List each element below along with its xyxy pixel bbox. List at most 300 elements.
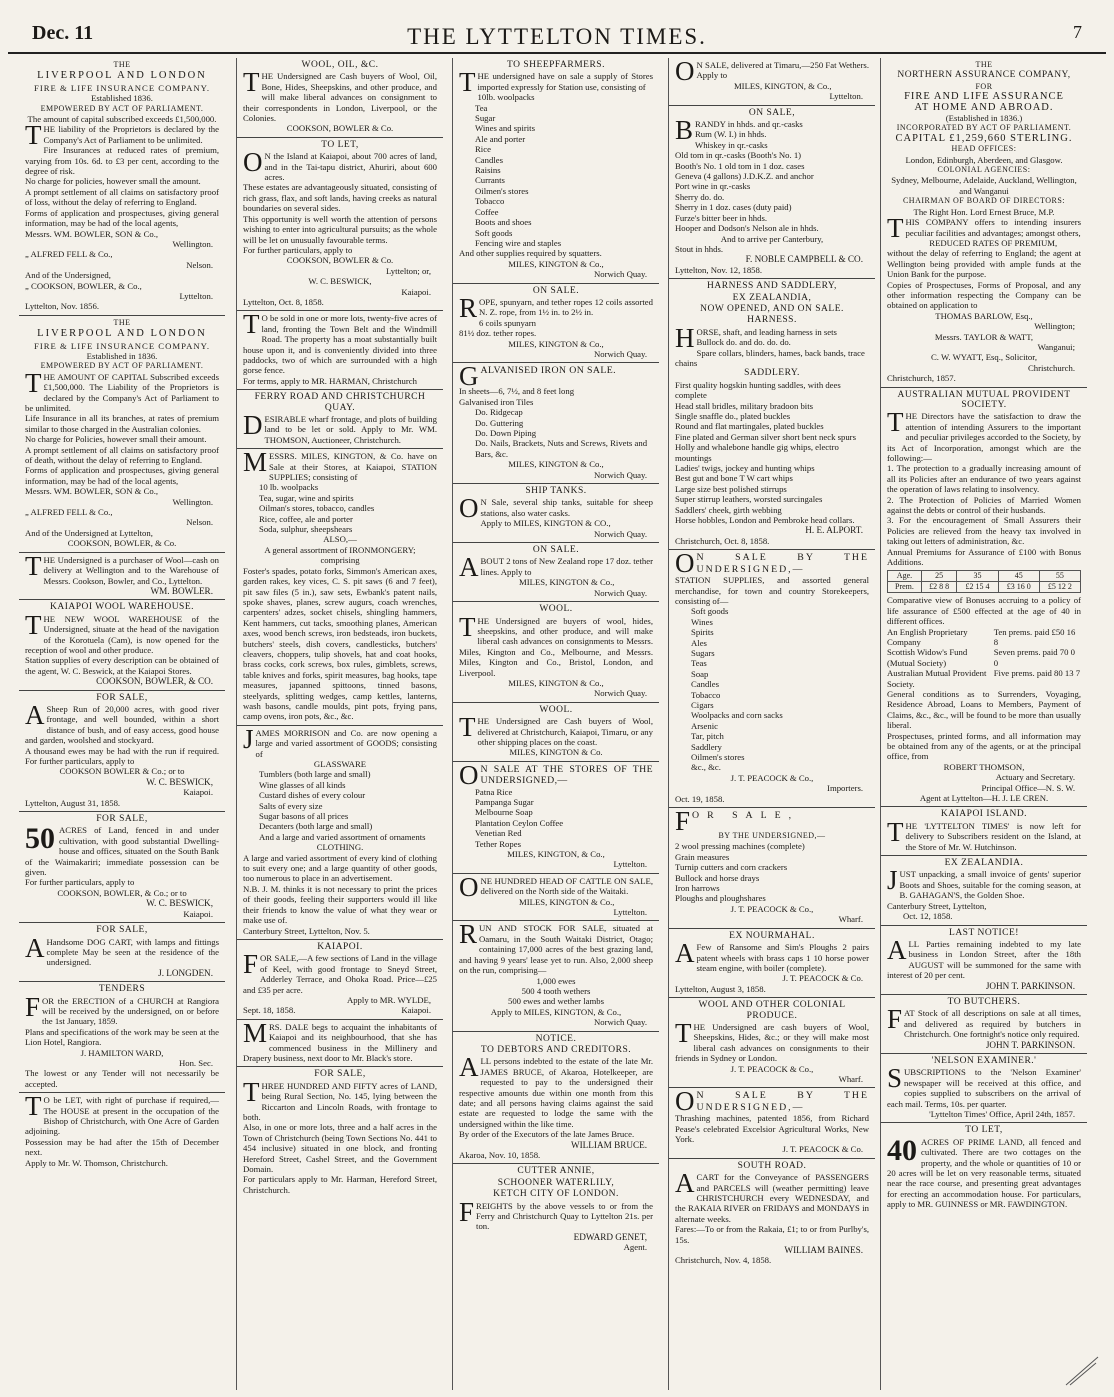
list-item: Tea, sugar, wine and spirits [259,492,354,503]
list-item: Horse hobbles, London and Pembroke head collars. [675,515,855,526]
ad-text: RANDY in hhds. and qr.-casks [695,119,803,130]
drop-initial: R [459,919,478,950]
list-item: 10lb. woolpacks [477,92,535,103]
ad-text: Annual Premiums for Assurance of £100 with Bonus Additions. [887,546,1081,568]
list-item: Plantation Ceylon Coffee [475,817,564,828]
list-item: Boots and shoes [475,217,532,228]
ad-text: ACRES of Land, fenced in and under cultivation, with good substantial Dwelling-house and offices, situated on the South Bank of the Waimakariri; immediate possession can be given. [25,825,219,878]
ad-text: OR the ERECTION of a CHURCH at Rangiora will be received by the undersigned, on or before the 1st January, 1859. [42,995,219,1027]
ad-place: Kaiapoi. [183,908,213,919]
ad-role: Hon. Sec. [178,1057,213,1068]
ad-signature: EDWARD GENET, [573,1231,647,1242]
ad-twenty-five-acres [237,311,443,390]
list-item: Oilmen's stores [475,185,529,196]
list-item: Wines [691,616,713,627]
list-item: And a large and varied assortment of ornaments [259,831,426,842]
ad-text: Canterbury Street, Lyttelton, [887,900,987,911]
drop-initial: F [675,806,691,837]
list-item: Sugar basons of all prices [259,811,349,822]
ad-signature: JOHN T. PARKINSON. [985,980,1075,991]
ad-text: LL Parties remaining indebted to my late business in London Street, after the 18th AUGUST will be summoned for the same with interest of 20 per cent. [887,938,1081,981]
list-item: Best gut and bone T W cart whips [675,473,793,484]
ad-notice-debtors [453,1032,659,1165]
ad-signature: WM. BOWLER. [150,585,213,596]
ad-para [243,309,437,376]
list-item: Woolpacks and corn sacks [691,710,783,721]
ad-text: Agent at Lyttelton—H. J. LE CREN. [919,793,1049,804]
ad-kaiapoi-land [237,940,443,1020]
ad-to-sheepfarmers [453,58,659,284]
ad-wool-buyers [453,602,659,703]
ad-place: Norwich Quay. [594,528,647,539]
list-item: Furze's bitter beer in hhds. [675,212,768,223]
page-number: 7 [1073,22,1082,42]
ad-signature: H. E. ALPORT. [805,525,863,536]
list-item: Rice [475,144,491,155]
table-cell: 35 [957,570,998,581]
ad-text: ALVANISED IRON ON SALE. [480,365,616,377]
ad-text: In sheets—6, 7½, and 8 feet long [459,386,575,397]
ad-title: NOTICE. [535,1033,577,1044]
list-item: Head stall bridles, military bradoon bits [675,400,814,411]
list-item: 500 4 tooth wethers [521,985,591,996]
ad-text: HE AMOUNT OF CAPITAL Subscribed exceeds £1,500,000. The Liability of the Proprietors is declared by the Company's Act of Parliament to be unlimited. [25,371,219,413]
drop-initial: A [887,934,907,965]
drop-initial: T [25,1091,42,1122]
list-item: Do. Guttering [475,417,524,428]
ad-ship-tanks [453,484,659,543]
ad-text: N SALE AT THE STORES OF THE UNDERSIGNED,— [480,763,653,787]
ad-text: HIS COMPANY offers to intending insurers peculiar facilities and advantages; amongst others, [905,217,1081,238]
list-item: Sherry do. do. [675,191,725,202]
ad-text: Fire Insurances at reduced rates of premium, varying from 10s. 6d. to £3 per cent, according to the degree of risk. [25,145,219,177]
list-item: Tobacco [475,196,505,207]
list-item: &c., &c. [691,762,721,773]
ad-kicker: THE [113,317,131,327]
ad-place: Kaiapoi. [401,1005,431,1016]
ad-text: N SALE BY THE UNDERSIGNED,— [696,1090,869,1113]
ad-text: 2. The Protection of Policies of Married Women against the debts or control of their husbands. [887,494,1081,516]
ad-text: LL persons indebted to the estate of the late Mr. JAMES BRUCE, of Akaroa, Hotelkeeper, are requested to pay to the undersigned their respective amounts due within one month from this date; and all persons having claims against the said estate are requested to lodge the same with the undersigned within the like time. [459,1056,653,1129]
ad-date: Lyttelton, August 31, 1858. [25,797,121,808]
list-item: Tumblers (both large and small) [259,769,371,780]
list-item: Stout in hhds. [675,243,724,254]
table-cell: 45 [998,570,1039,581]
list-item: Melbourne Soap [475,807,533,818]
ad-para [459,919,653,976]
table-cell: Prem. [888,581,922,592]
ad-est: (Established in 1836.) [945,113,1023,124]
ad-kaiapoi-warehouse [19,600,225,690]
agent-name: Messrs. WM. BOWLER, SON & Co., [25,486,159,497]
ad-title: EX ZEALANDIA, [732,292,812,303]
table-cell: £2 8 8 [921,581,957,592]
drop-initial: T [459,611,476,642]
list-item: Large size best polished stirrups [675,483,787,494]
drop-initial: B [675,115,694,146]
ad-date: Oct. 19, 1858. [675,793,725,804]
ad-role: Importers. [827,783,863,794]
ad-para [675,938,869,973]
list-item: Super stirrup leathers, worsted surcingales [675,494,823,505]
list-item: Spirits [691,627,714,638]
agent-place: Christchurch. [1027,362,1075,373]
ad-text: HE undersigned have on sale a supply of Stores imported expressly for Station use, consisting of [477,71,653,92]
drop-initial: A [25,932,45,963]
ad-para [887,1004,1081,1040]
ad-place: Norwich Quay. [594,688,647,699]
list-item: 500 ewes and wether lambs [507,996,605,1007]
agent-note: And of the Undersigned at Lyttelton, [25,527,153,538]
ad-text: HREE HUNDRED AND FIFTY acres of LAND, being Rural Section, No. 145, lying between the Riccarton and Lincoln Roads, with frontage to both. [243,1080,437,1122]
drop-initial: A [459,1052,479,1083]
ad-date: Akaroa, Nov. 10, 1858. [459,1150,541,1160]
ad-text: No charge for Policies, however small their amount. [25,434,207,445]
drop-initial: F [459,1196,475,1227]
ad-title: SHIP TANKS. [525,486,587,497]
ad-para [459,1052,653,1129]
ad-text: STATION SUPPLIES, and assorted general merchandise, for town and country Storekeepers, consisting of— [675,575,869,606]
ad-text: A prompt settlement of all claims on satisfactory proof of death, without the delay of referring to England. [25,444,219,466]
office-name: Australian Mutual Provident Society. [887,668,987,689]
ad-text: Apply to MILES, KINGTON & CO., [480,518,611,529]
ad-text: HE Undersigned are cash buyers of Wool, Sheepskins, Hides, &c.; or they will make most liberal cash advances on consignments to their friends in Sydney or London. [675,1021,869,1064]
drop-initial: T [459,712,476,743]
ad-signature: MILES, KINGTON & Co., [508,338,604,349]
list-item: 2 wool pressing machines (complete) [675,841,805,852]
ad-title: TO LET, [321,139,359,150]
ad-signature: WILLIAM BRUCE. [570,1139,647,1150]
ad-subheading: ALSO,— [323,534,357,545]
ad-text: ESIRABLE wharf frontage, and plots of building land to be let or sold. Apply to Mr. WM. THOMSON, Auctioneer, Christchurch. [264,414,437,445]
list-item: Bullock and horse drays [675,872,760,883]
ad-text: Forms of application and prospectuses, giving general information, may be had of the local agents, [25,207,219,229]
ad-ferry-road [237,390,443,449]
ad-signature: COOKSON BOWLER & Co.; or to [59,766,185,777]
ad-title: KAIAPOI ISLAND. [940,809,1028,820]
list-item: Arsenic [691,720,719,731]
ad-para [675,548,869,579]
ad-three-hundred-fifty-acres [237,1067,443,1198]
ad-text: For particulars apply to Mr. Harman, Hereford Street, Christchurch. [243,1174,437,1195]
drop-initial: T [459,67,476,98]
ad-title: ON SALE. [532,285,580,296]
ad-text: ESSRS. MILES, KINGTON, & Co. have on Sale at their Stores, at Kaiapoi, STATION SUPPLIES; consisting of [269,451,437,483]
column-2 [236,58,443,1390]
column-3 [452,58,659,1390]
ad-para [25,367,219,414]
ad-signature: W. C. BESWICK, [146,898,213,909]
list-item: Sugar [475,113,496,124]
ad-signature: J. T. PEACOCK & Co., [730,1063,814,1074]
drop-initial: J [887,865,898,896]
ad-text: 1. The protection to a gradually increasing amount of all its Policies after an endurance of two years against the operation of laws relating to insolvency. [887,463,1081,495]
agent-note: And of the Undersigned, [25,270,111,281]
ad-wool-oil [237,58,443,138]
column-4 [668,58,875,1390]
ad-para [459,759,653,790]
ad-subheading: HARNESS. [747,315,797,326]
ad-para [887,407,1081,464]
list-item: Soap [691,668,709,679]
ad-title: LIVERPOOL AND LONDON [37,70,207,82]
table-row [887,647,1081,668]
ad-text: HE Undersigned are Cash buyers of Wool, Oil, Bone, Hides, Sheepskins, and other produce, and will make liberal advances on consignment to their correspondents in London, Liverpool, or the Colonies. [243,71,437,124]
ad-text: HE Undersigned is a purchaser of Wool—cash on delivery at Wellington and to the Warehouse of Messrs. Cookson, Bowler, and Co., Lyttelton. [43,554,219,586]
ad-signature: MILES, KINGTON & Co., [508,258,604,269]
big-number: 50 [25,822,55,856]
ad-place: Lyttelton. [829,91,863,102]
ad-para [243,1076,437,1123]
ad-text: ACRES OF PRIME LAND, all fenced and cultivated. There are two cottages on the property, and the whole or quantities of 10 or 20 acres will be let on very reasonable terms, situated near the race course, and presenting great advantages for erecting an accommodation house. For particulars, apply to MR. GUINNESS or MR. FAWDINGTON. [887,1136,1081,1210]
ad-text: Few of Ransome and Sim's Ploughs 2 pairs patent wheels with brass caps 1 10 horse power steam engine, with boiler (complete). [696,942,869,973]
ad-place: Norwich Quay. [594,269,647,280]
drop-initial: T [887,213,904,244]
ad-title: NORTHERN ASSURANCE COMPANY, [897,70,1071,81]
drop-initial: O [459,759,479,790]
ad-signature: MILES, KINGTON & Co., [508,459,604,470]
ad-para [243,410,437,445]
list-item: Custard dishes of every colour [259,790,366,801]
list-item: Venetian Red [475,828,522,839]
ad-title: LAST NOTICE! [949,927,1019,938]
ad-para [25,822,219,878]
ad-date: Christchurch, Oct. 8, 1858. [675,535,770,546]
ad-signature: 'Lyttelton Times' Office, April 24th, 1857. [929,1109,1075,1119]
ad-place: Norwich Quay. [594,469,647,480]
ad-text: For terms, apply to MR. HARMAN, Christchurch [243,375,417,386]
ad-last-notice [881,926,1087,995]
newspaper-title: THE LYTTELTON TIMES. [407,24,707,49]
list-item: Raisins [475,165,501,176]
agent-place: Wellington; [1034,321,1075,332]
ad-text: Sydney, Melbourne, Adelaide, Auckland, Wellington, and Wanganui [891,175,1077,196]
list-item: Tea [475,102,488,113]
ad-dog-cart [19,923,225,982]
ad-place: Lyttelton. [613,907,647,918]
ad-house-to-let [19,1093,225,1171]
ad-signature: MILES, KINGTON & Co., [508,677,604,688]
ad-para [25,699,219,746]
ad-para [25,550,219,586]
ad-para [887,1133,1081,1210]
ad-signature: W. C. BESWICK, [146,776,213,787]
list-item: Do. Down Piping [475,428,537,438]
drop-initial: F [25,991,41,1022]
ad-para [459,712,653,747]
ad-para [243,723,437,759]
ad-para [243,147,437,183]
ad-sheep-run [19,691,225,812]
agent-name: „ COOKSON, BOWLER, & Co., [25,280,142,291]
ad-title: KAIAPOI WOOL WAREHOUSE. [49,602,195,613]
ad-subtitle: TO DEBTORS AND CREDITORS. [480,1044,632,1055]
ad-title: TENDERS [98,984,146,995]
list-item: Booth's No. 1 old tom in 1 doz. cases [675,160,805,171]
ad-subheading: COLONIAL AGENCIES: [937,165,1031,175]
ad-text: CART for the Conveyance of PASSENGERS and PARCELS will (weather permitting) leave CHRISTCHURCH every WEDNESDAY, and the RAKAIA RIVER on FRIDAYS and MONDAYS in alternate weeks. [675,1172,869,1224]
list-item: Pampanga Sugar [475,797,534,807]
ad-date: Lyttelton, Nov. 1856. [25,301,99,312]
ad-wool-cash [453,703,659,762]
ad-nelson-examiner [881,1054,1087,1123]
ad-text: This opportunity is well worth the attention of persons wishing to enter into agricultural pursuits; as the whole will be let on unusually favourable terms. [243,213,437,245]
ad-title: FOR SALE, [96,925,148,936]
ad-kaiapoi-island [881,807,1087,856]
ad-empowered: EMPOWERED BY ACT OF PARLIAMENT. [40,361,204,371]
table-cell: 55 [1039,570,1080,581]
table-cell: £5 12 2 [1039,581,1080,592]
ad-title: EX ZEALANDIA. [944,858,1024,869]
pen-stroke-mark [1064,1355,1100,1387]
list-item: Salts of every size [259,800,323,811]
ad-text: AMES MORRISON and Co. are now opening a large and varied assortment of GOODS; consisting of [255,727,437,759]
agent-place: Nelson. [186,517,213,528]
ad-title: 'NELSON EXAMINER.' [931,1055,1037,1066]
ad-text: Possession may be had after the 15th of December next. [25,1136,219,1158]
ad-signature: MILES, KINGTON, & Co., [507,849,605,860]
ad-text: ORSE, shaft, and leading harness in sets [696,326,837,337]
ad-para [243,447,437,483]
ad-text: London, Edinburgh, Aberdeen, and Glasgow. [905,154,1063,165]
ad-place: Wharf. [838,914,863,925]
drop-initial: M [243,447,268,478]
table-cell: £3 16 0 [998,581,1039,592]
ad-empowered: EMPOWERED BY ACT OF PARLIAMENT. [40,103,204,113]
list-item: Decanters (both large and small) [259,821,373,832]
list-item: Tobacco [691,689,721,700]
ad-para [675,1017,869,1064]
ad-tenders [19,982,225,1093]
ad-kicker: THE [975,60,993,69]
ad-para [887,865,1081,901]
list-item: Ale and porter [475,133,526,144]
ad-signature: ROBERT THOMSON, [943,761,1025,772]
ad-title: NOW OPENED, AND ON SALE. [700,303,844,314]
ad-date: Sept. 18, 1858. [243,1005,296,1016]
ad-signature: J. HAMILTON WARD, [80,1047,164,1058]
ad-signature: COOKSON, BOWLER & Co. [286,123,394,134]
ad-signature: J. T. PEACOCK & Co. [782,973,863,984]
ad-signature: J. LONGDEN. [158,967,213,978]
ad-text: HE Directors have the satisfaction to draw the attention of intending Assurers to the important and peculiar privileges accorded to the Society, by its Act of Incorporation, amongst which are the following:— [887,411,1081,464]
ad-text: A thousand ewes may be had with the run if required. For further particulars, apply to [25,745,219,766]
ad-para [675,1086,869,1117]
ad-para [25,1091,219,1137]
ad-date-row [243,1005,437,1015]
ad-title: WOOL. [539,604,573,615]
list-item: Wine glasses of all kinds [259,779,346,790]
ad-kicker: THE [113,60,131,69]
ad-incorporated: INCORPORATED BY ACT OF PARLIAMENT. [896,123,1072,133]
ad-para [887,1063,1081,1109]
ad-text: General conditions as to Surrenders, Voyaging, Residence Abroad, Loans to Members, Payment of Claims, &c., &c., will be found to be more than usually liberal. [887,688,1081,731]
ad-date: Lyttelton, Nov. 12, 1858. [675,264,763,275]
ad-text: Plans and specifications of the work may be seen at the Lion Hotel, Rangiora. [25,1026,219,1048]
ad-place: Wharf. [838,1073,863,1084]
ad-title: CUTTER ANNIE, [517,1166,595,1177]
ad-text: N SALE BY THE UNDERSIGNED,— [696,552,869,575]
ad-title: EX NOURMAHAL. [729,930,815,941]
list-item: Soda, sulphur, sheepshears [259,524,353,535]
ad-text: HE Undersigned are buyers of wool, hides, sheepskins, and other produce, and will make liberal cash advances on consignments to Messrs. Miles, Kington and Co., Melbourne, and Messrs. Miles, Kington and Co., Bristol, London, and Liverpool. [459,615,653,678]
ad-para [25,991,219,1027]
ad-signature: COOKSON, BOWLER, & CO. [96,676,213,687]
ad-subtitle: FIRE & LIFE INSURANCE COMPANY. [33,340,211,351]
ad-run-and-stock [453,921,659,1031]
ad-capital: The amount of capital subscribed exceeds £1,500,000. [27,114,217,125]
table-row [888,570,1081,581]
drop-initial: T [243,1076,260,1107]
ad-spirits [669,106,875,280]
list-item: 1,000 ewes [536,975,576,986]
ad-kicker: FOR [975,81,993,91]
office-value: Five prems. paid 80 13 7 [993,668,1081,679]
ad-para [25,120,219,151]
ad-signature: F. NOBLE CAMPBELL & CO. [745,254,863,265]
ad-title: FOR SALE, [96,814,148,825]
ad-south-road-cart [669,1159,875,1269]
ad-signature: WILLIAM BAINES. [784,1245,863,1256]
ad-text: Copies of Prospectuses, Forms of Proposal, and any other information respecting the Company can be obtained on application to [887,279,1081,311]
ad-text: UBSCRIPTIONS to the 'Nelson Examiner' newspaper will be received at this office, and copies supplied to subscribers on the arrival of each mail. Terms, 10s. per quarter. [887,1067,1081,1109]
ad-title: WOOL, OIL, &C. [301,60,379,70]
office-name: An English Proprietary Company [887,626,968,647]
ad-text: Life Insurance in all its branches, at rates of premium similar to those charged in the Australian colonies. [25,413,219,434]
ad-text: AT Stock of all descriptions on sale at all times, and delivered as required by butchers in Christchurch. One fortnight's notice only required. [904,1008,1081,1040]
agent-name: Messrs. TAYLOR & WATT, [934,331,1034,342]
ad-text: HE NEW WOOL WAREHOUSE of the Undersigned, situate at the head of the navigation of the Korotuela (Cam), is now opened for the reception of wool and other produce. [25,613,219,655]
ad-text: Apply to Mr. W. Thomson, Christchurch. [25,1157,168,1168]
list-item: Fencing wire and staples [475,237,562,248]
list-item: 6 coils spunyarn [479,317,536,328]
list-item: 81½ doz. tether ropes. [459,328,537,339]
ad-to-let-island [237,138,443,312]
ad-title: LIVERPOOL AND LONDON [37,328,207,340]
table-row [887,627,1081,648]
table-cell: Age. [888,570,922,581]
ad-subtitle: FIRE & LIFE INSURANCE COMPANY. [33,82,211,93]
drop-initial: T [887,816,904,847]
ad-text: N Sale, several ship tanks, suitable for sheep stations, also water casks. [480,497,653,518]
ad-subheading: CHAIRMAN OF BOARD OF DIRECTORS: [902,196,1066,206]
list-item: Ales [691,637,707,648]
ad-title: KAIAPOI. [317,941,363,952]
table-cell: £2 15 4 [957,581,998,592]
agent-place: Wanganui; [1037,341,1075,352]
ad-galvanised-iron [453,363,659,484]
ad-est: Established 1836. [91,93,153,104]
ad-title: AT HOME AND ABROAD. [914,101,1054,113]
ad-northern-assurance [881,58,1087,388]
drop-initial: O [675,1086,695,1117]
ad-subheading: comprising [320,555,360,566]
ad-title: KETCH CITY OF LONDON. [493,1189,619,1200]
office-value: Ten prems. paid £50 16 8 [993,626,1076,647]
ad-subheading: BY THE UNDERSIGNED,— [718,831,826,841]
ad-text: The lowest or any Tender will not necessarily be accepted. [25,1068,219,1089]
list-item: Saddlery [691,741,722,752]
agent-name: Messrs. WM. BOWLER, SON & Co., [25,228,159,239]
drop-initial: A [459,552,479,583]
ad-text: Handsome DOG CART, with lamps and fittings complete May be seen at the residence of the undersigned. [46,936,219,968]
agent-place: Lyttelton. [179,290,213,301]
ad-subheading: CLOTHING. [316,842,364,853]
ad-station-supplies-peacock [669,550,875,808]
ad-place: Lyttelton. [613,859,647,870]
list-item: Coffee [475,206,499,217]
ad-title: SCHOONER WATERLILY, [497,1177,615,1188]
